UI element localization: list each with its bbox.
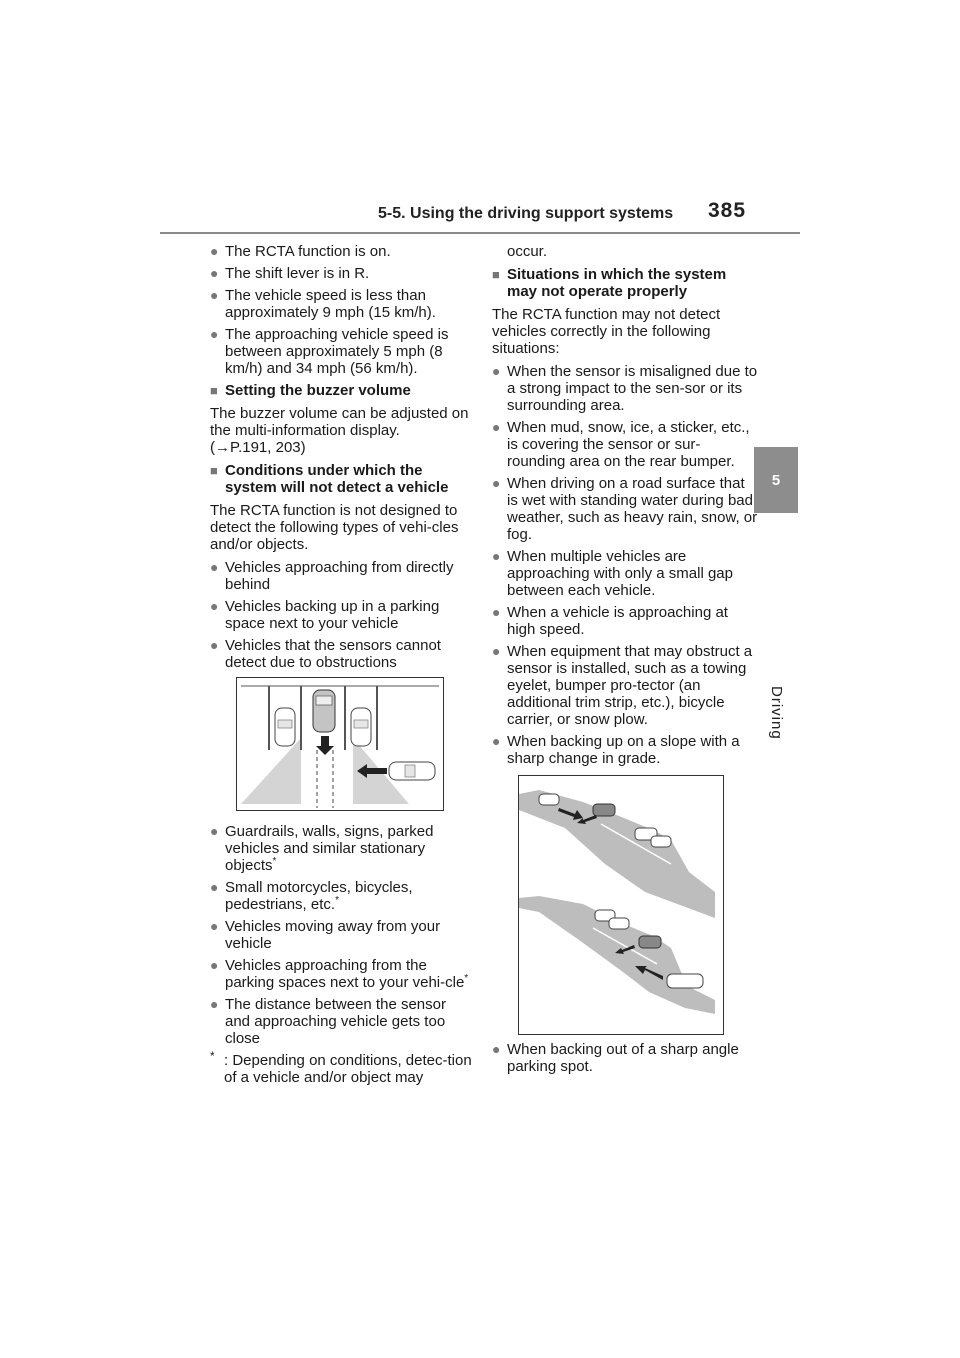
list-item: ● When mud, snow, ice, a sticker, etc., is covering the sensor or sur-rounding area on the rear bumper. [492,419,750,470]
chapter-tab-number: 5 [771,471,781,489]
bullet-icon: ● [210,996,219,1012]
list-item: ● Guardrails, walls, signs, parked vehicles and similar stationary objects* [210,823,434,874]
asterisk: * [464,973,469,984]
section-title: 5-5. Using the driving support systems [378,205,674,222]
asterisk: * [335,895,339,906]
list-item: ● Small motorcycles, bicycles, pedestrians, etc.* [210,879,413,913]
subsection-heading: ■ Setting the buzzer volume [210,382,411,399]
square-bullet-icon: ■ [210,383,218,398]
paragraph: The RCTA function is not designed to detect the following types of vehi-cles and/or objects. [210,502,459,553]
list-item: ● Vehicles approaching from the parking spaces next to your vehi-cle* [210,957,469,991]
bullet-icon: ● [210,326,219,342]
header-divider [160,232,800,234]
bullet-icon: ● [492,643,501,659]
list-item: ● When equipment that may obstruct a sensor is installed, such as a towing eyelet, bumper pro-tector (an additional trim strip, etc.), bicycle carrier, or snow plow. [492,643,753,728]
bullet-icon: ● [492,475,501,491]
slope-illustration [518,775,724,1035]
bullet-icon: ● [492,733,501,749]
bullet-icon: ● [210,823,219,839]
square-bullet-icon: ■ [210,463,218,478]
list-item: ● When the sensor is misaligned due to a strong impact to the sen-sor or its surrounding area. [492,363,758,414]
page-number: 385 [708,199,747,222]
footnote: * : Depending on conditions, detec-tion of a vehicle and/or object may [210,1049,472,1086]
right-column [492,243,758,1080]
list-item: ● The approaching vehicle speed is between approximately 5 mph (8 km/h) and 34 mph (56 km/h). [210,326,449,377]
paragraph: The buzzer volume can be adjusted on the multi-information display. (→P.191, 203) [210,405,469,456]
square-bullet-icon: ■ [492,267,500,282]
asterisk: * [272,856,277,867]
page-reference-link[interactable]: (→P.191, 203) [210,439,306,456]
footnote-asterisk: * [210,1049,215,1063]
continued-text: occur. [507,243,548,260]
list-item: ● Vehicles approaching from directly behind [210,559,454,593]
chapter-tab[interactable] [754,447,798,513]
bullet-icon: ● [210,559,219,575]
bullet-icon: ● [210,265,219,281]
bullet-icon: ● [492,419,501,435]
list-item: ● The vehicle speed is less than approximately 9 mph (15 km/h). [210,287,436,321]
list-item: ● The shift lever is in R. [210,265,370,282]
bullet-icon: ● [210,287,219,303]
bullet-icon: ● [210,598,219,614]
list-item: ● The distance between the sensor and approaching vehicle gets too close [210,996,446,1047]
bullet-icon: ● [492,363,501,379]
list-item: ● When backing up on a slope with a sharp change in grade. [492,733,740,767]
bullet-icon: ● [210,957,219,973]
subsection-heading: ■ Situations in which the system may not operate properly [492,266,727,300]
list-item: ● Vehicles moving away from your vehicle [210,918,441,952]
list-item: ● When a vehicle is approaching at high speed. [492,604,728,638]
bullet-icon: ● [210,637,219,653]
bullet-icon: ● [492,1041,501,1057]
paragraph: The RCTA function may not detect vehicles correctly in the following situations: [492,306,721,357]
list-item: ● Vehicles that the sensors cannot detect due to obstructions [210,637,441,671]
bullet-icon: ● [210,918,219,934]
list-item: ● Vehicles backing up in a parking space next to your vehicle [210,598,440,632]
parking-lot-illustration [236,677,444,811]
bullet-icon: ● [210,879,219,895]
list-item: ● When backing out of a sharp angle parking spot. [492,1041,739,1075]
list-item: ● When multiple vehicles are approaching with only a small gap between each vehicle. [492,548,733,599]
bullet-icon: ● [492,548,501,564]
list-item: ● When driving on a road surface that is wet with standing water during bad weather, such as heavy rain, snow, or fog. [492,475,758,543]
left-column [210,243,472,1086]
list-item: ● The RCTA function is on. [210,243,391,260]
chapter-label: Driving [768,686,785,740]
bullet-icon: ● [210,243,219,259]
bullet-icon: ● [492,604,501,620]
subsection-heading: ■ Conditions under which the system will not detect a vehicle [210,462,449,496]
